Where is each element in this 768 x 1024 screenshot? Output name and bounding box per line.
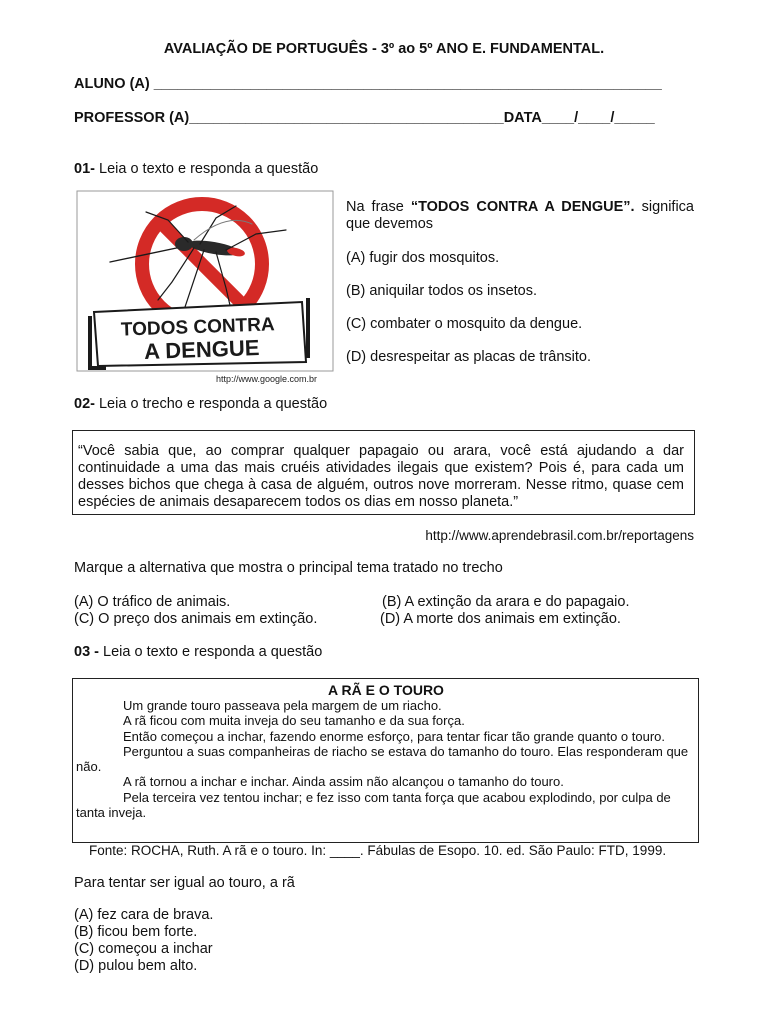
question-2-source: http://www.aprendebrasil.com.br/reportagens [425, 528, 694, 543]
story-paragraph: Um grande touro passeava pela margem de um riacho. [123, 698, 442, 713]
no-mosquito-sign-icon [76, 190, 334, 372]
question-1-instruction [74, 161, 318, 177]
q2-option-c[interactable]: (C) O preço dos animais em extinção. [74, 611, 318, 627]
story-paragraph: Pela terceira vez tentou inchar; e fez isso com tanta força que acabou explodindo, por culpa de tanta inveja. [76, 789, 671, 821]
question-3-prompt: Para tentar ser igual ao touro, a rã [74, 875, 295, 891]
story-paragraph: Então começou a inchar, fazendo enorme esforço, para tentar ficar tão grande quanto o touro. [123, 728, 666, 744]
question-2-number: 02- [74, 396, 95, 412]
story-box [72, 678, 699, 843]
page-title: AVALIAÇÃO DE PORTUGUÊS - 3º ao 5º ANO E. FUNDAMENTAL. [163, 41, 605, 57]
story-paragraph: A rã tornou a inchar e inchar. Ainda assim não alcançou o tamanho do touro. [123, 774, 564, 790]
question-3-number: 03 - [74, 644, 99, 660]
question-3-instruction-text: Leia o texto e responda a questão [99, 644, 323, 660]
question-2-instruction [74, 396, 327, 412]
q2-option-a[interactable]: (A) O tráfico de animais. [74, 594, 231, 610]
q3-option-a[interactable]: (A) fez cara de brava. [74, 907, 214, 923]
question-1-stem [346, 199, 694, 233]
image-credit: http://www.google.com.br [216, 374, 318, 384]
story-title: A RÃ E O TOURO [328, 682, 444, 698]
question-2-passage: “Você sabia que, ao comprar qualquer papagaio ou arara, você está ajudando a dar continuidade a uma das mais cruéis atividades ilegais que existem? Pois é, para cada um desses bichos que chega à casa de alguém, outros nove morreram. Nesse ritmo, quase cem espécies de animais desaparecem todos os dias em nosso planeta.” [72, 430, 695, 515]
sign-line-2: A DENGUE [143, 335, 260, 365]
question-3-source: Fonte: ROCHA, Ruth. A rã e o touro. In: ____. Fábulas de Esopo. 10. ed. São Paulo: FTD, 1999. [89, 843, 667, 858]
stem-prefix: Na frase [346, 199, 411, 215]
question-2-prompt: Marque a alternativa que mostra o principal tema tratado no trecho [74, 560, 503, 576]
dengue-campaign-image [76, 190, 334, 372]
story-paragraph: A rã ficou com muita inveja do seu tamanho e da sua força. [123, 713, 465, 729]
student-name-field: ALUNO (A) _______________________________________________________________ [74, 76, 662, 92]
stem-quote: “TODOS CONTRA A DENGUE”. [410, 199, 635, 215]
q3-option-b[interactable]: (B) ficou bem forte. [74, 924, 198, 940]
q1-option-c[interactable]: (C) combater o mosquito da dengue. [346, 316, 583, 332]
q2-option-d[interactable]: (D) A morte dos animais em extinção. [380, 611, 621, 627]
q3-option-d[interactable]: (D) pulou bem alto. [74, 958, 198, 974]
stem-suffix: significa que devemos [346, 199, 694, 232]
story-paragraph: Perguntou a suas companheiras de riacho se estava do tamanho do touro. Elas responderam que não. [76, 743, 689, 775]
q1-option-b[interactable]: (B) aniquilar todos os insetos. [346, 283, 538, 299]
question-2-instruction-text: Leia o trecho e responda a questão [94, 396, 328, 412]
question-1-number: 01- [74, 161, 95, 177]
question-3-instruction [74, 644, 322, 660]
sign-line-1: TODOS CONTRA [120, 314, 276, 341]
question-1-instruction-text: Leia o texto e responda a questão [99, 161, 319, 177]
q1-option-a[interactable]: (A) fugir dos mosquitos. [346, 250, 500, 266]
q3-option-c[interactable]: (C) começou a inchar [74, 941, 213, 957]
teacher-date-field: PROFESSOR (A)_______________________________________DATA____/____/_____ [74, 110, 655, 126]
q1-option-d[interactable]: (D) desrespeitar as placas de trânsito. [346, 349, 591, 365]
q2-option-b[interactable]: (B) A extinção da arara e do papagaio. [382, 594, 630, 610]
